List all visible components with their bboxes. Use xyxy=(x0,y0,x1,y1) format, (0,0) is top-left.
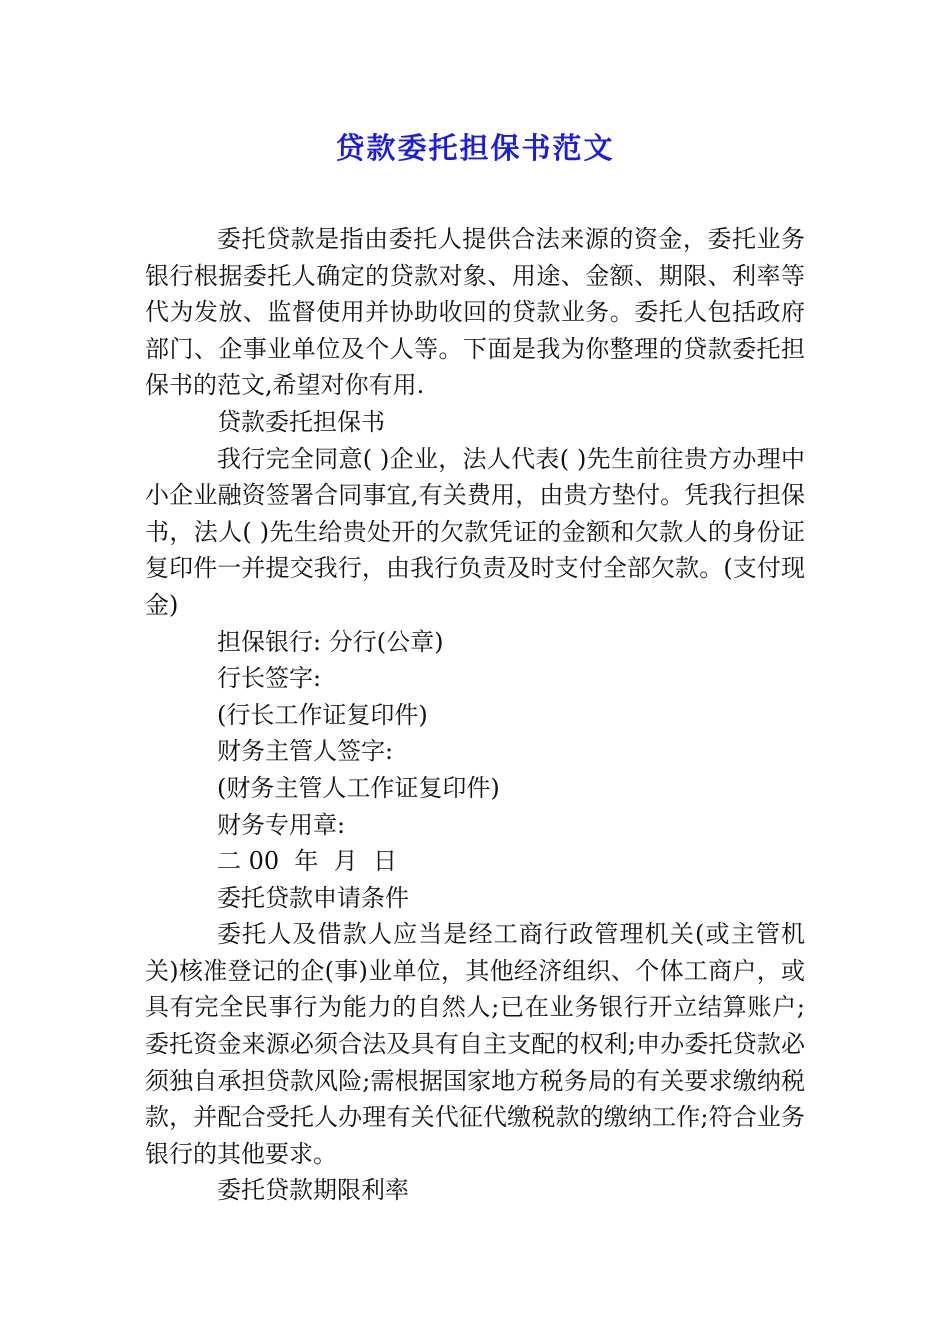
term-rate-heading: 委托贷款期限利率 xyxy=(217,1176,409,1205)
finance-seal-line: 财务专用章: xyxy=(217,810,346,839)
intro-paragraph: 委托贷款是指由委托人提供合法来源的资金，委托业务银行根据委托人确定的贷款对象、用途、金额、期限、利率等代为发放、监督使用并协助收回的贷款业务。委托人包括政府部门、企事业单位及个人等。下面是我为你整理的贷款委托担保书的范文,希望对你有用. xyxy=(145,225,805,400)
finance-manager-id-copy-line: (财务主管人工作证复印件) xyxy=(217,773,500,802)
guarantor-bank-line: 担保银行: 分行(公章) xyxy=(217,627,444,656)
president-id-copy-line: (行长工作证复印件) xyxy=(217,700,428,729)
letter-heading: 贷款委托担保书 xyxy=(217,407,385,436)
document-body xyxy=(145,221,805,1209)
president-signature-line: 行长签字: xyxy=(217,664,322,693)
date-line: 二 00 年 月 日 xyxy=(217,847,397,876)
document-title: 贷款委托担保书范文 xyxy=(335,131,615,165)
conditions-paragraph: 委托人及借款人应当是经工商行政管理机关(或主管机关)核准登记的企(事)业单位，其他经济组织、个体工商户，或具有完全民事行为能力的自然人;已在业务银行开立结算账户;委托资金来源必须合法及具有自主支配的权利;申办委托贷款必须独自承担贷款风险;需根据国家地方税务局的有关要求缴纳税款，并配合受托人办理有关代征代缴税款的缴纳工作;符合业务银行的其他要求。 xyxy=(145,920,805,1168)
conditions-heading: 委托贷款申请条件 xyxy=(217,883,409,912)
finance-manager-signature-line: 财务主管人签字: xyxy=(217,737,394,766)
letter-body-paragraph: 我行完全同意( )企业，法人代表( )先生前往贵方办理中小企业融资签署合同事宜,有关费用，由贵方垫付。凭我行担保书，法人( )先生给贵处开的欠款凭证的金额和欠款人的身份证复印件一并提交我行，由我行负责及时支付全部欠款。(支付现金) xyxy=(145,444,805,619)
